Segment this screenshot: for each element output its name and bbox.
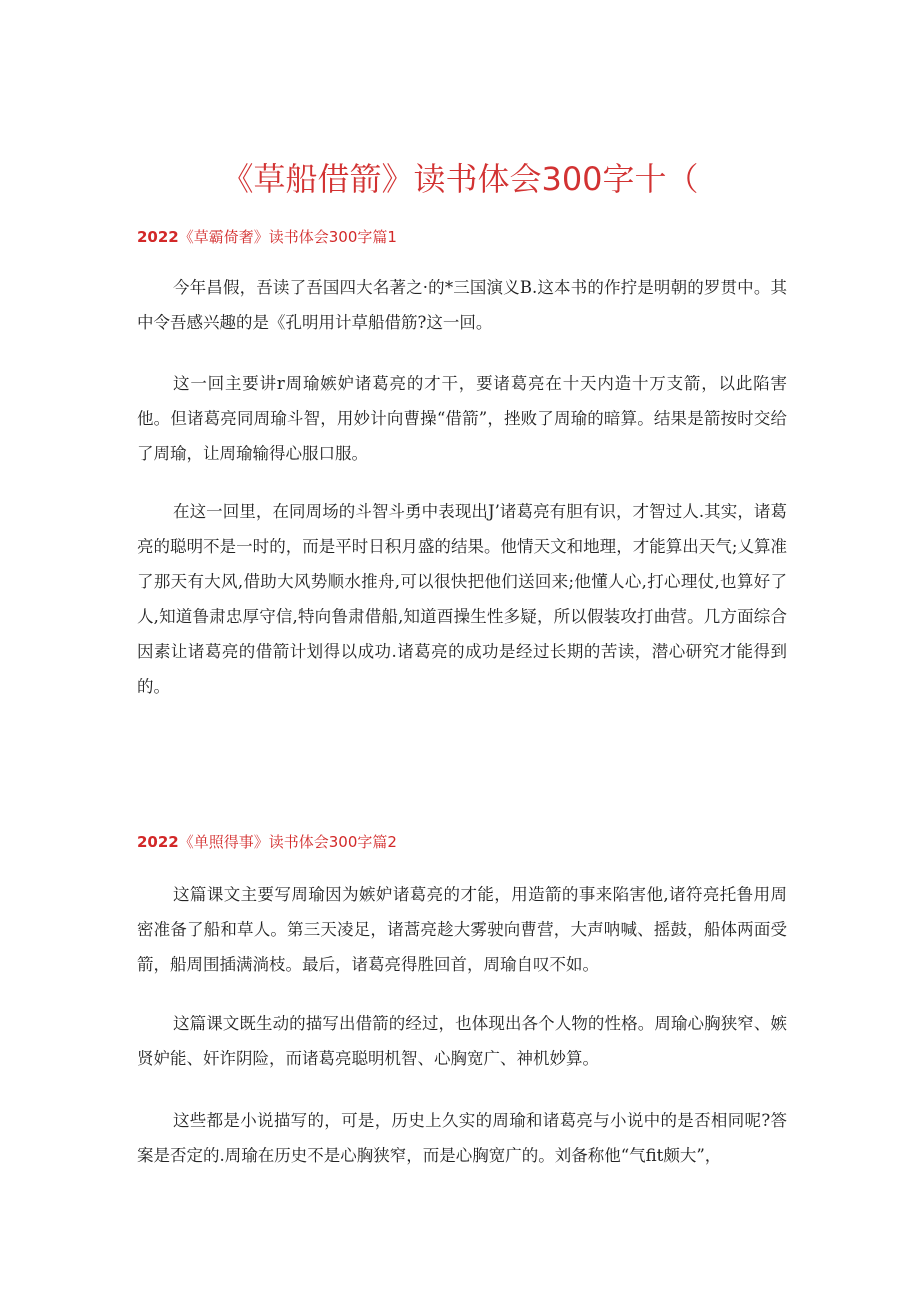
document-title: 《草船借箭》读书体会300字十（ — [221, 160, 699, 199]
section-2-paragraph-2: 这篇课文既生动的描写出借箭的经过，也体现出各个人物的性格。周瑜心胸狭窄、嫉贤妒能、奸诈阴险，而诸葛亮聪明机智、心胸宽广、神机妙算。 — [137, 1014, 787, 1068]
section-1-paragraph-3: 在这一回里，在同周场的斗智斗勇中表现出J’诸葛亮有胆有识，才智过人.其实，诸葛亮的聪明不是一时的，而是平时日积月盛的结果。他情天文和地理，才能算出天气;乂算准了那天有大风,借助大风势顺水推舟,可以很快把他们送回来;他懂人心,打心理仗,也算好了人,知道鲁肃忠厚守信,特向鲁肃借船,知道酉操生性多疑，所以假装攻打曲营。几方面综合因素让诸葛亮的借箭计划得以成功.诸葛亮的成功是经过长期的苦读，潜心研究才能得到的。 — [137, 502, 787, 696]
section-1-paragraph-2: 这一回主要讲r周瑜嫉妒诸葛亮的才干，要诸葛亮在十天内造十万支箭，以此陷害他。但诸葛亮同周瑜斗智，用妙计向曹操“借箭”，挫败了周瑜的暗算。结果是箭按时交给了周瑜，让周瑜输得心服口服。 — [137, 374, 787, 463]
section-1-heading-text: 《草霸倚奢》读书体会300字篇1 — [178, 228, 397, 246]
section-2-heading — [137, 831, 397, 852]
section-2-paragraph-3: 这些都是小说描写的，可是，历史上久实的周瑜和诸葛亮与小说中的是否相同呢?答案是否定的.周瑜在历史不是心胸狭窄，而是心胸宽广的。刘备称他“气fit颇大”， — [137, 1111, 787, 1165]
section-1-heading-year: 2022 — [137, 228, 179, 246]
section-2-heading-text: 《单照得事》读书体会300字篇2 — [178, 833, 397, 851]
section-1-paragraph-1: 今年昌假，吾读了吾国四大名著之·的*三国演义B.这本书的作拧是明朝的罗贯中。其中令吾感兴趣的是《孔明用计草船借筋?这一回。 — [137, 278, 787, 332]
section-1-heading — [137, 226, 397, 247]
section-2-heading-year: 2022 — [137, 833, 179, 851]
section-2-paragraph-1: 这篇课文主要写周瑜因为嫉妒诸葛亮的才能，用造箭的事来陷害他,诸符亮托鲁用周密准备了船和草人。第三天凌足，诸蒿亮趁大雾驶向曹营，大声呐喊、摇鼓，船体两面受箭，船周围插满淌枝。最后，诸葛亮得胜回首，周瑜自叹不如。 — [137, 885, 787, 974]
